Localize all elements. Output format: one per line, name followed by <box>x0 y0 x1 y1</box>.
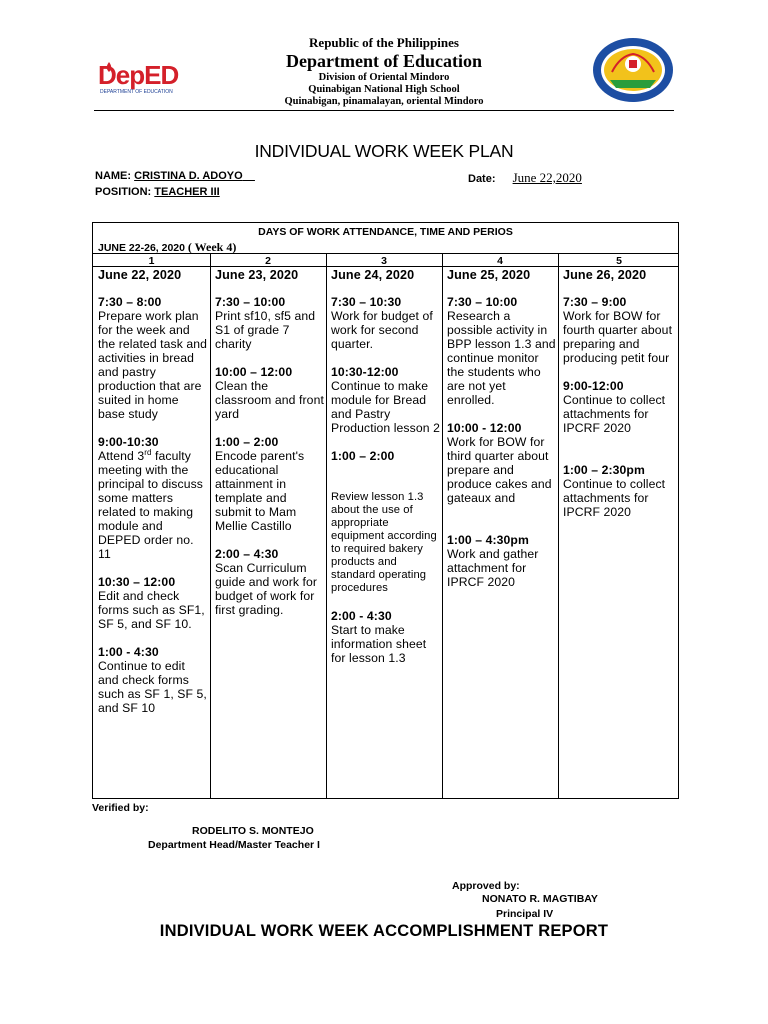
approver-title: Principal IV <box>496 908 554 920</box>
division-line: Division of Oriental Mindoro <box>318 72 450 83</box>
task-description: Work and gather attachment for IPRCF 2020 <box>447 547 539 589</box>
task-text: faculty meeting with the principal to discuss some matters related to making module and DEPED order no. 11 <box>98 449 203 561</box>
time-slot: 9:00-12:00 <box>563 379 624 393</box>
day-column <box>215 268 324 617</box>
verified-label: Verified by: <box>92 802 149 814</box>
task-description: Continue to edit and check forms such as SF 1, SF 5, and SF 10 <box>98 659 207 715</box>
day-date: June 26, 2020 <box>563 268 647 282</box>
verifier-name: RODELITO S. MONTEJO <box>192 825 314 837</box>
ordinal-suffix: rd <box>144 448 152 457</box>
task-description: Work for BOW for fourth quarter about preparing and producing petit four <box>563 309 673 365</box>
column-number: 5 <box>616 255 622 267</box>
entry-spacer <box>563 435 678 463</box>
table-caption: DAYS OF WORK ATTENDANCE, TIME AND PERIOS <box>258 226 513 238</box>
column-number: 4 <box>497 255 503 267</box>
document-title: INDIVIDUAL WORK WEEK PLAN <box>254 141 514 161</box>
time-slot: 10:30 – 12:00 <box>98 575 176 589</box>
task-description: Continue to collect attachments for IPCRF 2020 <box>563 393 666 435</box>
day-column <box>98 268 208 715</box>
name-label: NAME: <box>95 170 132 182</box>
letterhead <box>0 0 768 116</box>
time-slot: 1:00 - 4:30 <box>98 645 159 659</box>
time-slot: 1:00 – 2:00 <box>331 449 395 463</box>
day-date: June 22, 2020 <box>98 268 182 282</box>
republic-line: Republic of the Philippines <box>309 35 459 50</box>
time-slot: 7:30 – 10:00 <box>447 295 518 309</box>
day-date: June 25, 2020 <box>447 268 531 282</box>
column-number: 2 <box>265 255 271 267</box>
date-field <box>468 170 582 186</box>
task-description: Work for budget of work for second quarter. <box>331 309 433 351</box>
task-description: Prepare work plan for the week and the related task and activities in bread and pastry production that are suited in home base study <box>98 309 208 421</box>
task-text: Attend 3 <box>98 449 145 463</box>
time-slot: 7:30 – 9:00 <box>563 295 627 309</box>
column-number: 1 <box>148 255 155 267</box>
task-description: Research a possible activity in BPP lesson 1.3 and continue monitor the students who are not yet enrolled. <box>447 309 556 407</box>
approver-name: NONATO R. MAGTIBAY <box>482 893 598 905</box>
column-divider <box>210 253 211 798</box>
deped-logo-text: DepED <box>98 60 179 90</box>
name-field <box>95 170 255 182</box>
time-slot: 1:00 – 2:30pm <box>563 463 645 477</box>
entry-spacer <box>215 421 324 435</box>
entry-spacer <box>215 533 324 547</box>
deped-logo-subtext: DEPARTMENT OF EDUCATION <box>100 89 173 95</box>
task-description: Work for BOW for third quarter about prepare and produce cakes and gateaux and <box>447 435 552 505</box>
accomplishment-report-title: INDIVIDUAL WORK WEEK ACCOMPLISHMENT REPORT <box>159 922 609 940</box>
time-slot: 9:00-10:30 <box>98 435 159 449</box>
entry-spacer <box>331 351 440 365</box>
week-label: ( Week 4) <box>187 240 237 254</box>
entry-spacer <box>447 505 556 533</box>
work-plan-table <box>92 222 679 799</box>
time-slot: 10:30-12:00 <box>331 365 399 379</box>
time-slot: 1:00 – 4:30pm <box>447 533 529 547</box>
entry-spacer <box>447 407 556 421</box>
entry-spacer <box>331 435 440 449</box>
task-description: Edit and check forms such as SF1, SF 5, and SF 10. <box>98 589 205 631</box>
week-range-dates: JUNE 22-26, 2020 <box>98 242 185 254</box>
task-description: Encode parent's educational attainment in template and submit to Mam Mellie Castillo <box>215 449 305 533</box>
time-slot: 7:30 – 10:00 <box>215 295 286 309</box>
time-slot: 2:00 – 4:30 <box>215 547 279 561</box>
task-description: Clean the classroom and front yard <box>215 379 324 421</box>
time-slot: 10:00 – 12:00 <box>215 365 293 379</box>
column-divider <box>326 253 327 798</box>
task-description: Continue to collect attachments for IPCRF 2020 <box>563 477 666 519</box>
day-date: June 23, 2020 <box>215 268 299 282</box>
time-slot: 7:30 – 10:30 <box>331 295 402 309</box>
position-label: POSITION: <box>95 186 152 198</box>
school-line: Quinabigan National High School <box>308 84 460 95</box>
table-rule <box>93 253 678 254</box>
date-value: June 22,2020 <box>512 170 582 185</box>
time-slot: 2:00 - 4:30 <box>331 609 392 623</box>
task-description: Review lesson 1.3 about the use of appropriate equipment according to required bakery products and standard operating procedures <box>331 491 437 594</box>
entry-spacer <box>563 365 678 379</box>
entry-spacer <box>98 561 208 575</box>
day-date: June 24, 2020 <box>331 268 415 282</box>
task-description <box>98 449 208 561</box>
date-label: Date: <box>468 173 496 185</box>
day-column <box>331 268 440 665</box>
time-slot: 7:30 – 8:00 <box>98 295 162 309</box>
task-description: Continue to make module for Bread and Pastry Production lesson 2 <box>331 379 440 435</box>
approved-label: Approved by: <box>452 880 520 892</box>
time-slot: 1:00 – 2:00 <box>215 435 279 449</box>
address-line: Quinabigan, pinamalayan, oriental Mindoro <box>284 96 484 107</box>
column-divider <box>558 253 559 798</box>
entry-spacer <box>331 595 440 609</box>
position-field <box>95 186 220 198</box>
name-value: CRISTINA D. ADOYO <box>134 170 243 182</box>
position-value: TEACHER III <box>154 186 220 198</box>
entry-spacer <box>215 351 324 365</box>
day-column <box>563 268 678 519</box>
entry-spacer <box>98 421 208 435</box>
verifier-title: Department Head/Master Teacher I <box>148 839 320 851</box>
entry-spacer <box>331 463 440 491</box>
header-divider <box>94 110 674 111</box>
time-slot: 10:00 - 12:00 <box>447 421 522 435</box>
task-description: Print sf10, sf5 and S1 of grade 7 charity <box>215 309 316 351</box>
entry-spacer <box>98 631 208 645</box>
day-column <box>447 268 556 589</box>
column-number: 3 <box>381 255 387 267</box>
column-divider <box>442 253 443 798</box>
department-line: Department of Education <box>286 51 482 71</box>
task-description: Start to make information sheet for lesson 1.3 <box>331 623 427 665</box>
task-description: Scan Curriculum guide and work for budget of work for first grading. <box>215 561 318 617</box>
